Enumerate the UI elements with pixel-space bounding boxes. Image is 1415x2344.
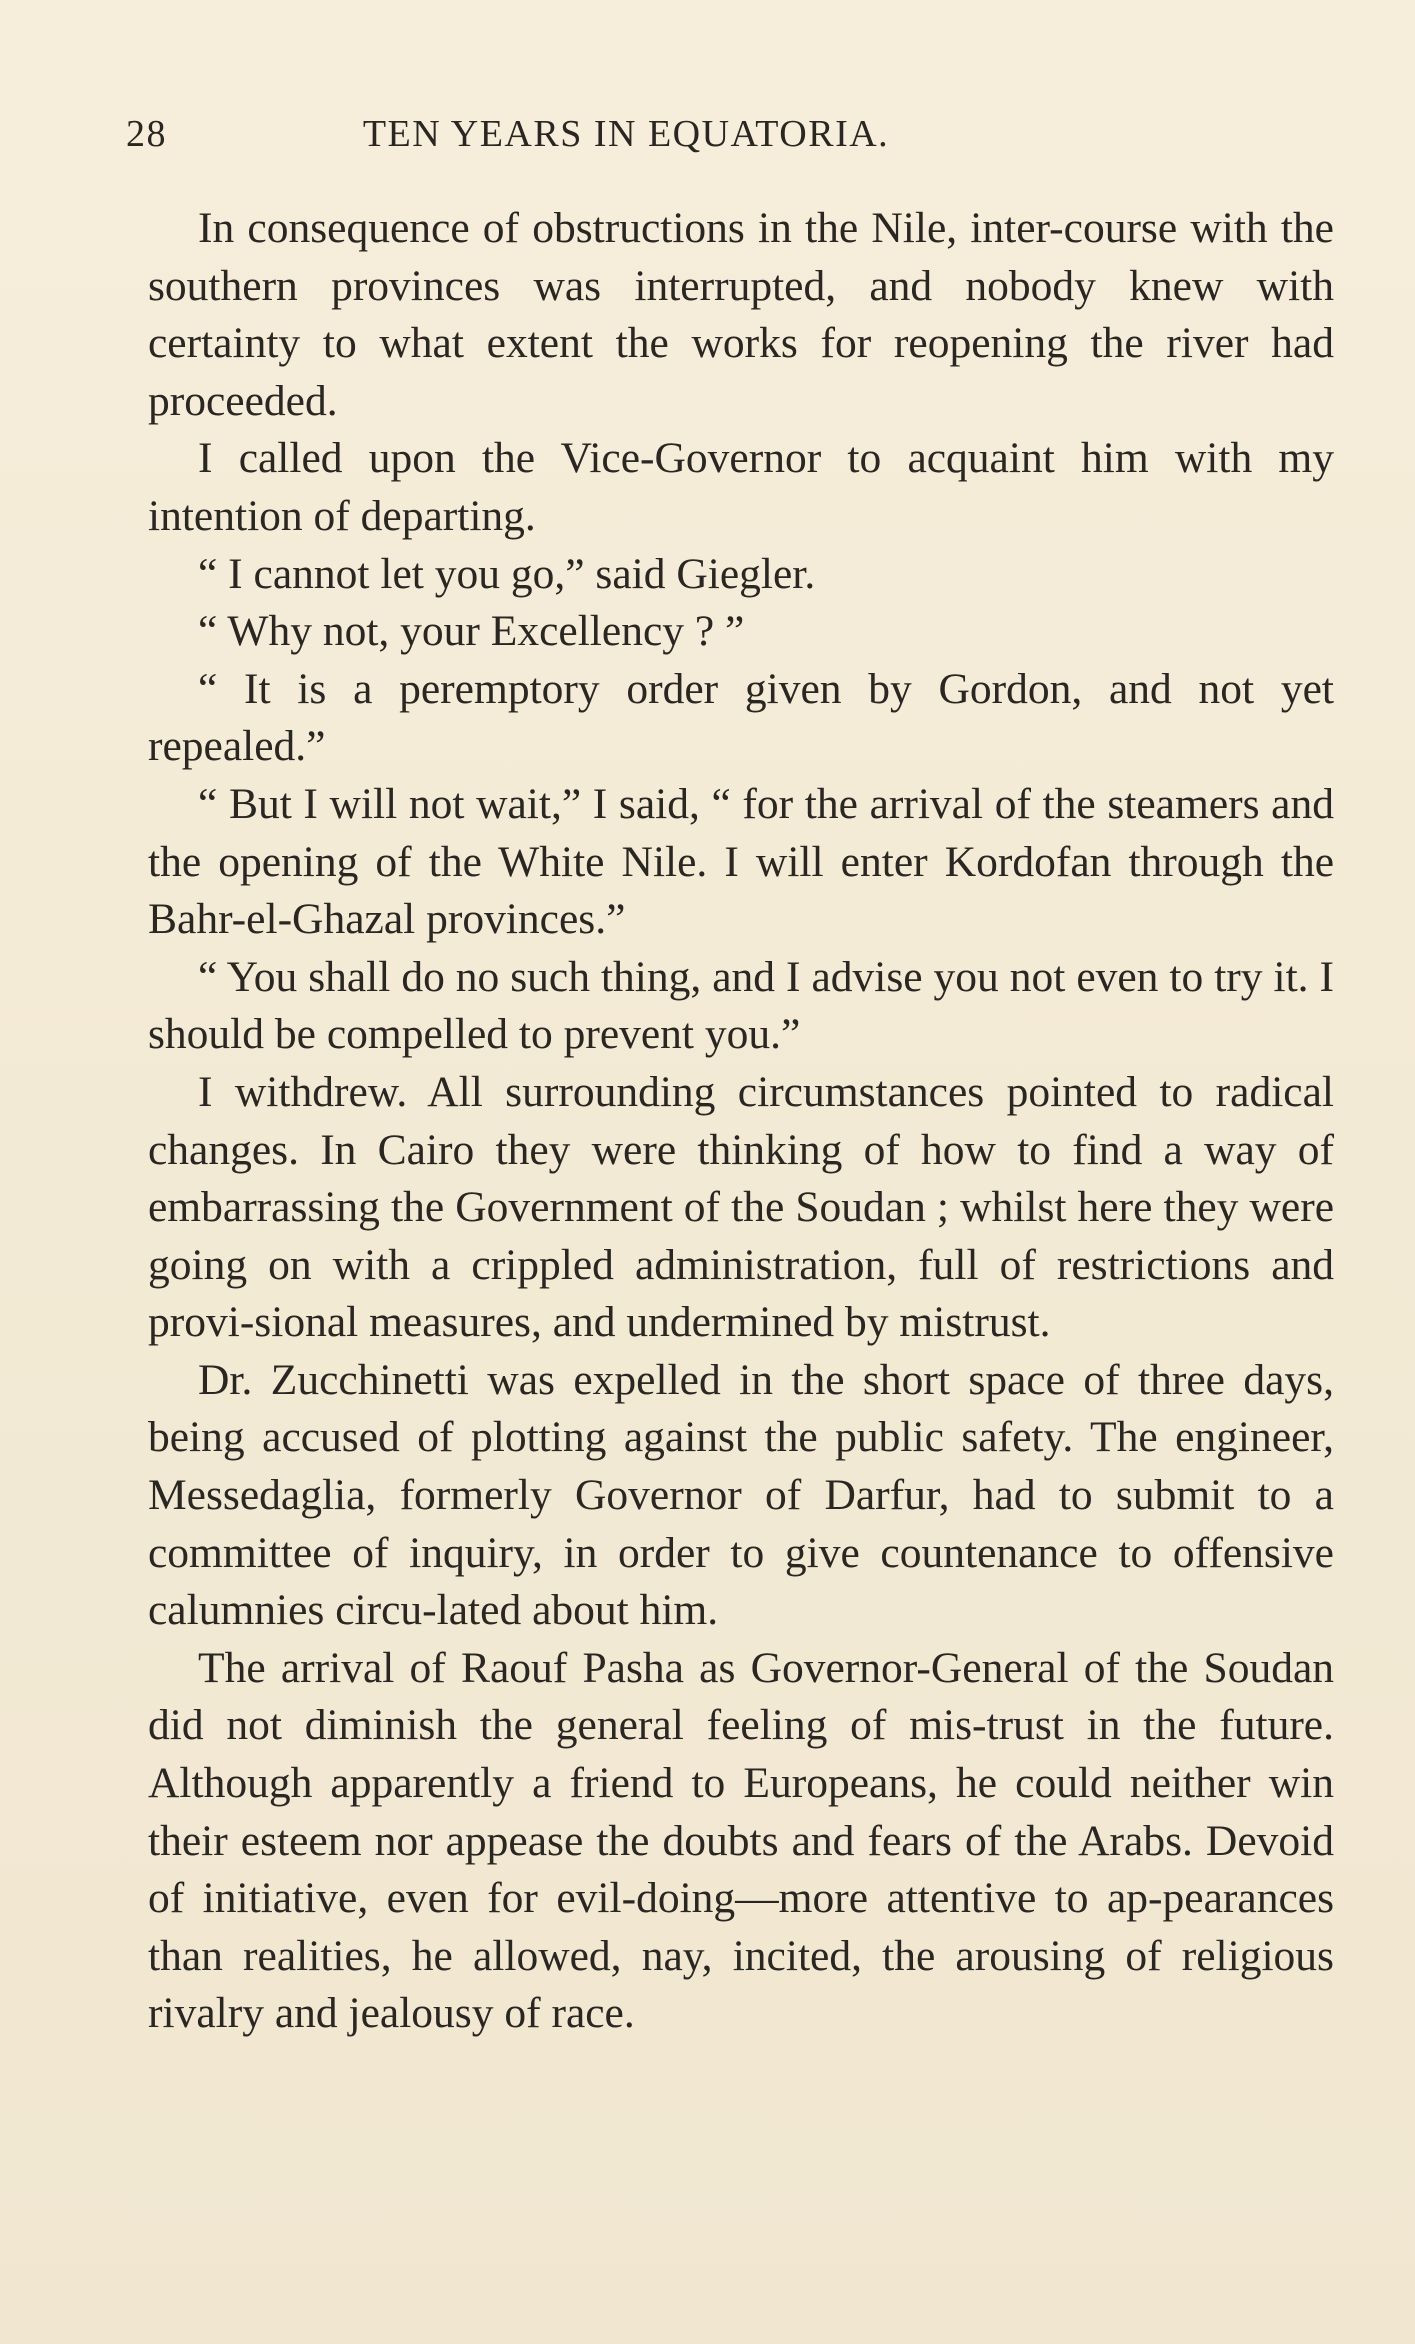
paragraph: Dr. Zucchinetti was expelled in the short space of three days, being accused of plotting against the public safety. The engineer, Messedaglia, formerly Governor of Darfur, had to submit to a committee of inquiry, in order to give countenance to offensive calumnies circu-lated about him. <box>148 1355 1334 1635</box>
paragraph: I called upon the Vice-Governor to acquaint him with my intention of departing. <box>148 434 1334 540</box>
paragraph: The arrival of Raouf Pasha as Governor-General of the Soudan did not diminish the general feeling of mis-trust in the future. Although apparently a friend to Europeans, he could neither win their esteem nor appease the doubts and fears of the Arabs. Devoid of initiative, even for evil-doing—more attentive to ap-pearances than realities, he allowed, nay, incited, the arousing of religious rivalry and jealousy of race. <box>148 1643 1334 2038</box>
paragraph: “ But I will not wait,” I said, “ for the arrival of the steamers and the opening of the White Nile. I will enter Kordofan through the Bahr-el-Ghazal provinces.” <box>148 779 1334 944</box>
paragraph: “ I cannot let you go,” said Giegler. <box>198 549 816 598</box>
running-head <box>126 112 1064 162</box>
paragraph: “ You shall do no such thing, and I advise you not even to try it. I should be compelled to prevent you.” <box>148 952 1334 1059</box>
paragraph: “ It is a peremptory order given by Gordon, and not yet repealed.” <box>148 664 1334 771</box>
body-text <box>148 200 1334 2043</box>
running-title: TEN YEARS IN EQUATORIA. <box>362 113 890 155</box>
paragraph: I withdrew. All surrounding circumstances pointed to radical changes. In Cairo they were thinking of how to find a way of embarrassing the Government of the Soudan ; whilst here they were going on with a crippled administration, full of restrictions and provi-sional measures, and undermined by mistrust. <box>148 1067 1334 1347</box>
page-number: 28 <box>126 113 167 155</box>
paragraph: In consequence of obstructions in the Nile, inter-course with the southern provinces was interrupted, and nobody knew with certainty to what extent the works for reopening the river had proceeded. <box>148 204 1334 425</box>
paragraph: “ Why not, your Excellency ? ” <box>198 607 745 656</box>
